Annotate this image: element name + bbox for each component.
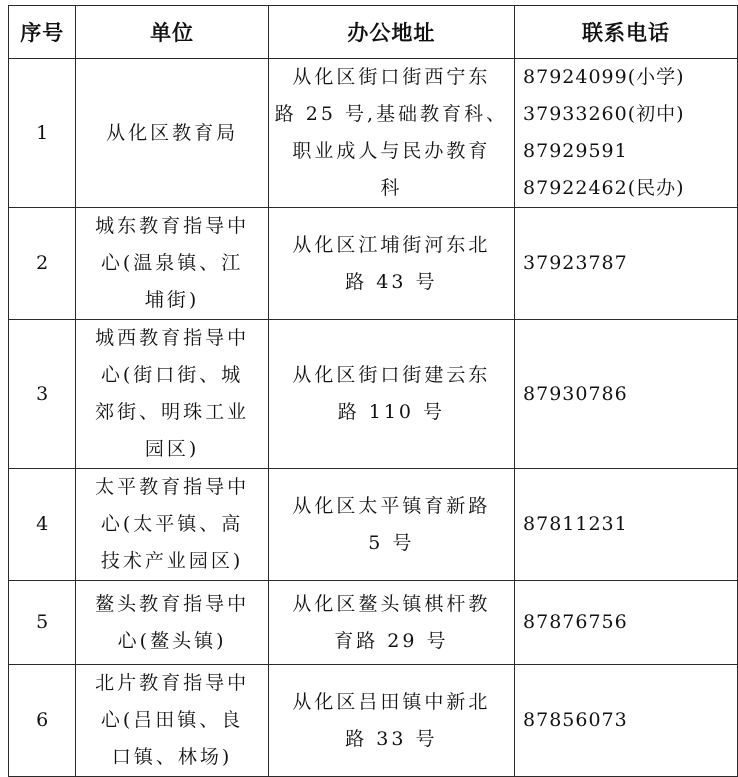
unit-line: 技术产业园区) (100, 550, 244, 572)
row-address (268, 208, 514, 320)
row-address (268, 665, 514, 777)
unit-line: 城东教育指导中 (95, 215, 250, 237)
table-row (9, 581, 738, 665)
row-index: 3 (9, 320, 76, 469)
table-header (9, 6, 738, 59)
phone-line: 87876756 (523, 611, 628, 633)
phone-line: 87856073 (523, 709, 628, 731)
address-line: 育路 29 号 (334, 629, 449, 652)
address-line: 从化区吕田镇中新北 (292, 690, 491, 713)
row-unit (76, 469, 268, 581)
header-address: 办公地址 (268, 6, 514, 59)
unit-line: 心(鳌头镇) (117, 629, 227, 652)
table-body (9, 59, 738, 777)
row-unit (76, 208, 268, 320)
address-line: 职业成人与民办教育 (292, 140, 491, 162)
header-unit: 单位 (76, 6, 268, 59)
table-row (9, 208, 738, 320)
contact-table-container (8, 5, 738, 777)
unit-line: 心(太平镇、高 (100, 513, 244, 535)
address-line: 科 (380, 177, 403, 199)
row-unit (76, 59, 268, 208)
row-index: 4 (9, 469, 76, 581)
row-unit (76, 665, 268, 777)
address-line: 路 33 号 (345, 727, 438, 750)
address-line: 路 43 号 (345, 270, 438, 293)
row-phone (515, 59, 738, 208)
row-phone (515, 665, 738, 777)
address-line: 从化区鳌头镇棋杆教 (292, 592, 491, 615)
row-address (268, 469, 514, 581)
row-address (268, 320, 514, 469)
unit-line: 心(街口街、城 (100, 364, 244, 386)
address-line: 路 25 号,基础教育科、 (274, 103, 509, 125)
unit-line: 埔街) (144, 289, 200, 311)
header-phone: 联系电话 (515, 6, 738, 59)
row-phone (515, 581, 738, 665)
header-row (9, 6, 738, 59)
unit-line: 郊街、明珠工业 (95, 401, 250, 423)
row-index: 6 (9, 665, 76, 777)
row-index: 5 (9, 581, 76, 665)
row-phone (515, 320, 738, 469)
table-row (9, 469, 738, 581)
row-phone (515, 469, 738, 581)
address-line: 从化区江埔街河东北 (292, 233, 491, 256)
phone-line: 37933260(初中) (523, 103, 685, 125)
unit-line: 从化区教育局 (106, 121, 239, 144)
unit-line: 北片教育指导中 (95, 672, 250, 694)
phone-line: 87922462(民办) (523, 177, 685, 199)
phone-line: 87924099(小学) (523, 66, 685, 88)
row-address (268, 581, 514, 665)
phone-line: 87929591 (523, 140, 628, 162)
unit-line: 鳌头教育指导中 (95, 592, 250, 615)
address-line: 5 号 (368, 531, 415, 554)
row-address (268, 59, 514, 208)
row-index: 1 (9, 59, 76, 208)
address-line: 从化区街口街西宁东 (292, 66, 491, 88)
unit-line: 园区) (144, 438, 200, 460)
unit-line: 心(吕田镇、良 (100, 709, 244, 731)
unit-line: 城西教育指导中 (95, 327, 250, 349)
address-line: 路 110 号 (337, 401, 446, 423)
row-unit (76, 320, 268, 469)
unit-line: 口镇、林场) (111, 746, 233, 768)
phone-line: 87930786 (523, 382, 628, 405)
unit-line: 心(温泉镇、江 (100, 252, 244, 274)
phone-line: 87811231 (523, 513, 628, 535)
row-index: 2 (9, 208, 76, 320)
table-row (9, 59, 738, 208)
phone-line: 37923787 (523, 252, 628, 274)
row-phone (515, 208, 738, 320)
contact-table (8, 5, 738, 777)
unit-line: 太平教育指导中 (95, 476, 250, 498)
row-unit (76, 581, 268, 665)
table-row (9, 665, 738, 777)
address-line: 从化区太平镇育新路 (292, 494, 491, 517)
header-index: 序号 (9, 6, 76, 59)
table-row (9, 320, 738, 469)
address-line: 从化区街口街建云东 (292, 364, 491, 386)
